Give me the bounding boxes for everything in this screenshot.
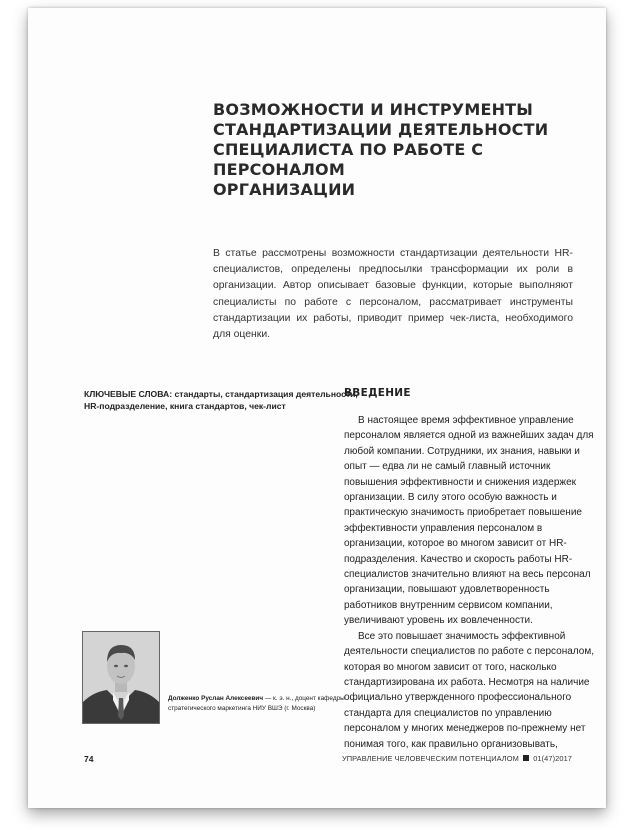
body-paragraph-1: В настоящее время эффективное управление персоналом является одной из важнейших задач для любой компании. Сотрудники, их знания, навыки и опыт — едва ли не самый главный источник повышения эффективности и снижения издержек организации. В силу этого особую важность и практическую значимость приобретает повышение эффективности управления персоналом в организации, которое во многом зависит от HR-подразделения. Качество и скорость работы HR-специалистов значительно влияют на весь персонал организации, повышают удовлетворенность работников внутренним сервисом компании, увеличивают уровень их вовлеченности.: [344, 415, 594, 627]
title-line-4: ОРГАНИЗАЦИИ: [213, 180, 356, 199]
keywords-label: КЛЮЧЕВЫЕ СЛОВА:: [84, 389, 173, 399]
keywords-list: стандарты, стандартизация деятельности, HR-подразделение, книга стандартов, чек-лист: [84, 389, 358, 411]
author-portrait-icon: [83, 632, 159, 723]
author-name: Долженко Руслан Алексеевич: [168, 695, 264, 702]
journal-footer: [342, 754, 572, 763]
title-line-3: СПЕЦИАЛИСТА ПО РАБОТЕ С ПЕРСОНАЛОМ: [213, 140, 484, 179]
author-photo: [82, 631, 160, 724]
article-abstract: В статье рассмотрены возможности стандартизации деятельности HR-специалистов, определены предпосылки трансформации их роли в организации. Автор описывает базовые функции, которые выполняют специалисты по работе с персоналом, рассматривает инструменты стандартизации их работы, приводит пример чек-листа, необходимого для оценки.: [213, 248, 573, 341]
author-caption: [168, 694, 348, 714]
author-info: — к. э. н., доцент кафедры стратегического маркетинга НИУ ВШЭ (г. Москва): [168, 695, 345, 712]
article-title: [213, 100, 573, 200]
title-line-2: СТАНДАРТИЗАЦИИ ДЕЯТЕЛЬНОСТИ: [213, 120, 549, 139]
title-line-1: ВОЗМОЖНОСТИ И ИНСТРУМЕНТЫ: [213, 100, 534, 119]
keywords-block: [84, 388, 364, 412]
section-heading: ВВЕДЕНИЕ: [344, 387, 411, 399]
journal-issue: 01(47)2017: [533, 754, 572, 763]
square-separator-icon: [523, 755, 529, 761]
article-body: [344, 413, 594, 752]
page-number: 74: [84, 754, 94, 764]
body-paragraph-2: Все это повышает значимость эффективной деятельности специалистов по работе с персоналом, которая во многом зависит от того, насколько стандартизирована их работа. Несмотря на наличие официально утвержденного профессионального стандарта для специалистов по управлению персоналом у многих менеджеров по-прежнему нет понимая того, как правильно организовывать,: [344, 630, 594, 750]
journal-name: УПРАВЛЕНИЕ ЧЕЛОВЕЧЕСКИМ ПОТЕНЦИАЛОМ: [341, 754, 519, 763]
magazine-page: [28, 8, 606, 808]
